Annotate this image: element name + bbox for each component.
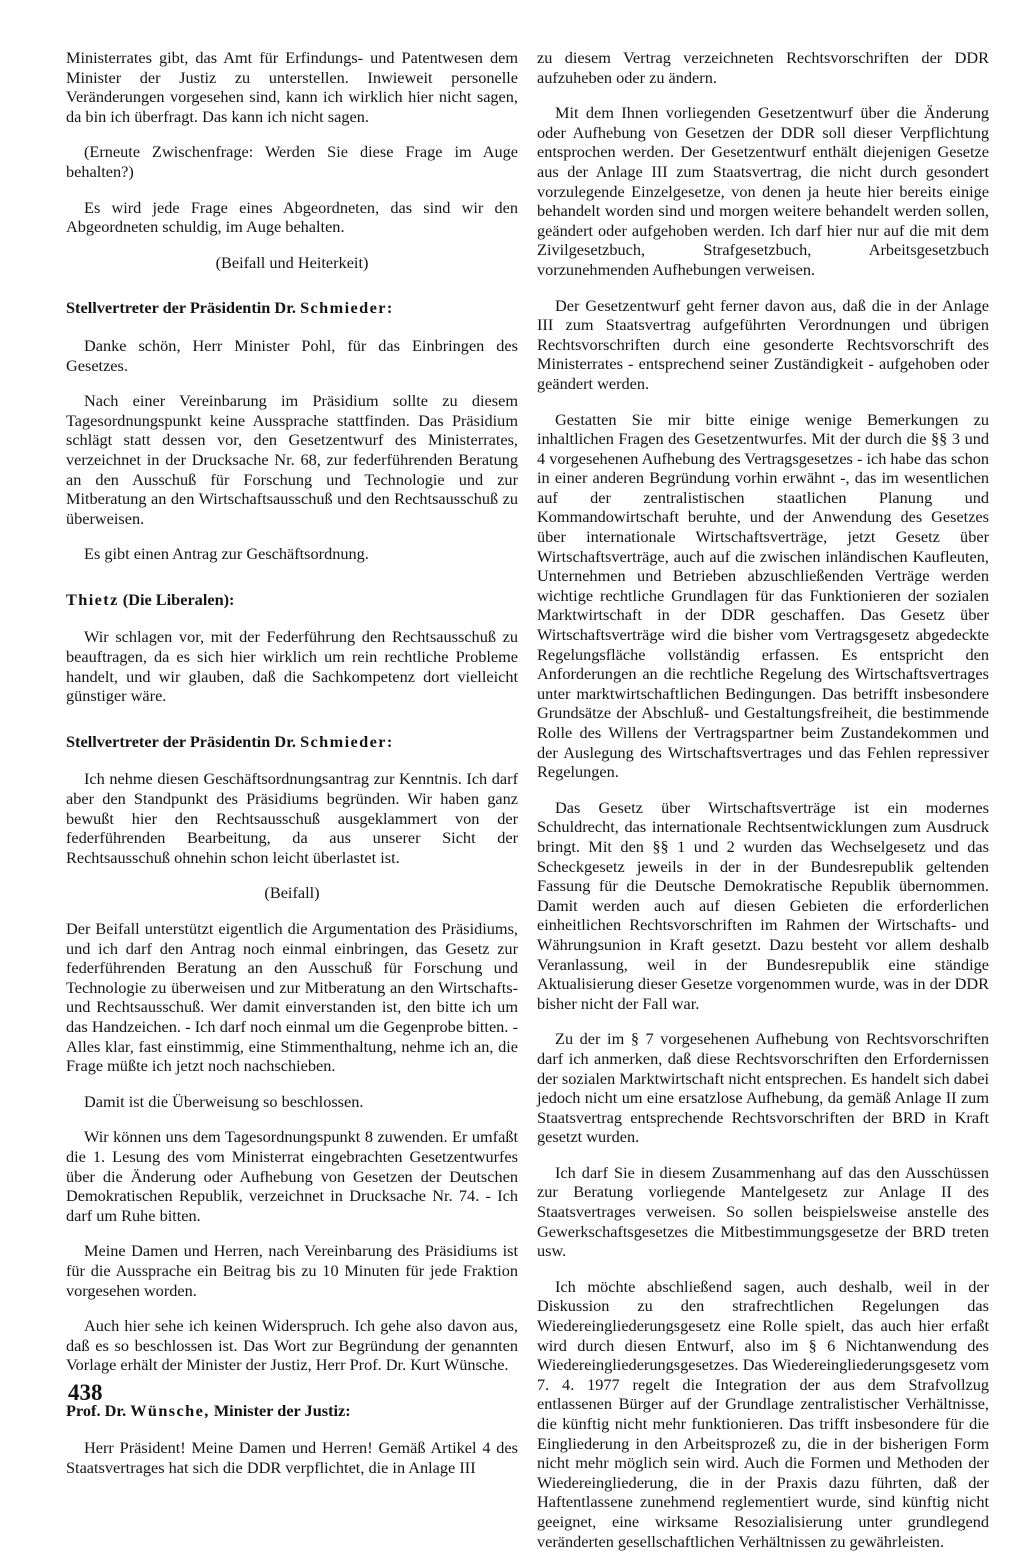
paragraph: Herr Präsident! Meine Damen und Herren! Gemäß Artikel 4 des Staatsvertrages hat sich die DDR verpflichtet, die in Anlage III <box>66 1438 518 1478</box>
speaker-title: Prof. Dr. <box>66 1400 127 1420</box>
stage-direction: (Beifall) <box>264 883 320 903</box>
speaker-name: Thietz <box>66 589 119 609</box>
paragraph: Ich nehme diesen Geschäftsordnungsantrag zur Kenntnis. Ich darf aber den Standpunkt des Präsidiums begründen. Wir haben ganz bewußt hier den Rechtsausschuß ausgeklammert von der federführenden Bearbeitung, da aus unserer Sicht der Rechtsausschuß ohnehin schon leicht überlastet ist. <box>66 769 518 867</box>
paragraph: Wir können uns dem Tagesordnungspunkt 8 zuwenden. Er umfaßt die 1. Lesung des vom Ministerrat eingebrachten Gesetzentwurfes über die Änderung oder Aufhebung von Gesetzen der Deutschen Demokratischen Republik, verzeichnet in Drucksache Nr. 74. - Ich darf um Ruhe bitten. <box>66 1127 518 1225</box>
speaker-name: Schmieder: <box>300 731 394 751</box>
paragraph: Damit ist die Überweisung so beschlossen. <box>84 1091 364 1111</box>
paragraph: Das Gesetz über Wirtschaftsverträge ist ein modernes Schuldrecht, das internationale Rechtsentwicklungen zum Ausdruck bringt. Mit den §§ 1 und 2 wurden das Wechselgesetz und das Scheckgesetz jeweils in der in der Bundesrepublik geltenden Fassung für die Deutsche Demokratische Republik übernommen. Damit werden auch auf diesen Gebieten die erforderlichen einheitlichen Rechtsvorschriften im Rahmen der Wirtschafts- und Währungsunion in Kraft gesetzt. Dazu besteht vor allem deshalb Veranlassung, weil in der Bundesrepublik eine ständige Aktualisierung dieser Gesetze vorgenommen wurde, was in der DDR bisher nicht der Fall war. <box>537 797 989 1013</box>
paragraph: Mit dem Ihnen vorliegenden Gesetzentwurf über die Änderung oder Aufhebung von Gesetzen der DDR soll dieser Verpflichtung entsprochen werden. Der Gesetzentwurf enthält diejenigen Gesetze aus der Anlage III zum Staatsvertrag, die nicht durch gesondert vorzulegende Einzelgesetze, von denen ja heute hier bereits einige behandelt worden sind und morgen weitere behandelt werden sollen, geändert oder aufgehoben werden. Ich darf hier nur auf die mit dem Zivilgesetzbuch, Strafgesetzbuch, Arbeitsgesetzbuch vorzunehmenden Aufhebungen verweisen. <box>537 103 989 279</box>
paragraph: Gestatten Sie mir bitte einige wenige Bemerkungen zu inhaltlichen Fragen des Gesetzentwurfes. Mit der durch die §§ 3 und 4 vorgesehenen Aufhebung des Vertragsgesetzes - ich habe das schon in einer anderen Begründung vorhin erwähnt -, das im wesentlichen auf der zentralistischen staatlichen Planung und Kommandowirtschaft beruhte, und der Anwendung des Gesetzes über internationale Wirtschaftsverträge, jetzt Gesetz über Wirtschaftsverträge, auch auf die zwischen inländischen Kaufleuten, Unternehmen und Betrieben abzuschließenden Verträge werden wichtige rechtliche Grundlagen für das Funktionieren der sozialen Marktwirtschaft in der DDR geschaffen. Das Gesetz über Wirtschaftsverträge wird die bisher vom Vertragsgesetz abgedeckte Regelungsfläche vollständig erfassen. Es entspricht den Anforderungen an die rechtliche Regelung des Wirtschaftsvertrages unter marktwirtschaftlichen Bedingungen. Das betrifft insbesondere Grundsätze der Abschluß- und Gestaltungsfreiheit, die bestimmende Rolle des Willens der Vertragspartner beim Zustandekommen und der Auslegung des Wirtschaftsvertrages und das Fehlen repressiver Regelungen. <box>537 409 989 782</box>
speaker-role: Minister der Justiz: <box>213 1400 351 1420</box>
right-column <box>537 48 989 1567</box>
paragraph: Ich möchte abschließend sagen, auch deshalb, weil in der Diskussion zu den strafrechtlichen Regelungen das Wiedereingliederungsgesetz eine Rolle spielt, das auch hier erfaßt wird durch diesen Entwurf, also im § 6 Nichtanwendung des Wiedereingliederungsgesetzes. Das Wiedereingliederungsgesetz vom 7. 4. 1977 regelt die Integration der aus dem Strafvollzug entlassenen Bürger auf der Grundlage zentralistischer Verhältnisse, die künftig nicht mehr funktionieren. Das trifft insbesondere für die Eingliederung in den Arbeitsprozeß zu, die in der bisherigen Form nicht mehr möglich sein wird. Auch die Formen und Methoden der Wiedereingliederung, die in der Praxis dazu führten, daß der Haftentlassene zunehmend reglementiert wurde, sind künftig nicht geeignet, eine wirksame Resozialisierung unter grundlegend veränderten gesellschaftlichen Verhältnissen zu gewährleisten. <box>537 1276 989 1551</box>
paragraph: Es gibt einen Antrag zur Geschäftsordnung. <box>84 544 369 564</box>
paragraph: Der Gesetzentwurf geht ferner davon aus, daß die in der Anlage III zum Staatsvertrag aufgeführten Verordnungen und übrigen Rechtsvorschriften durch eine gesonderte Rechtsvorschrift des Ministerrates - entsprechend seiner Zuständigkeit - aufgehoben oder geändert werden. <box>537 295 989 393</box>
speaker-name: Wünsche, <box>130 1400 210 1420</box>
speaker-heading <box>66 732 518 752</box>
paragraph: Ministerrates gibt, das Amt für Erfindungs- und Patentwesen dem Minister der Justiz zu unterstellen. Inwieweit personelle Veränderungen vorgesehen sind, kann ich wirklich hier nicht sagen, da bin ich überfragt. Das kann ich nicht sagen. <box>66 48 518 126</box>
paragraph: Es wird jede Frage eines Abgeordneten, das sind wir den Abgeordneten schuldig, im Auge behalten. <box>66 197 518 237</box>
stage-direction: (Beifall und Heiterkeit) <box>215 252 369 272</box>
paragraph: Danke schön, Herr Minister Pohl, für das Einbringen des Gesetzes. <box>66 335 518 375</box>
paragraph: Ich darf Sie in diesem Zusammenhang auf das den Ausschüssen zur Beratung vorliegende Mantelgesetz zur Anlage II des Staatsvertrages verweisen. So sollen beispielsweise anstelle des Gewerkschaftsgesetzes die Mitbestimmungsgesetze der BRD treten usw. <box>537 1162 989 1261</box>
paragraph: Auch hier sehe ich keinen Widerspruch. Ich gehe also davon aus, daß es so beschlossen ist. Das Wort zur Begründung der genannten Vorlage erhält der Minister der Justiz, Herr Prof. Dr. Kurt Wünsche. <box>66 1316 518 1375</box>
paragraph: (Erneute Zwischenfrage: Werden Sie diese Frage im Auge behalten?) <box>66 142 518 181</box>
paragraph: Nach einer Vereinbarung im Präsidium sollte zu diesem Tagesordnungspunkt keine Aussprache stattfinden. Das Präsidium schlägt statt dessen vor, den Gesetzentwurf des Ministerrates, verzeichnet in der Drucksache Nr. 68, zur federführenden Beratung an den Ausschuß für Forschung und Technologie und zur Mitberatung an den Wirtschaftsausschuß und den Rechtsausschuß zu überweisen. <box>66 391 518 528</box>
paragraph: Wir schlagen vor, mit der Federführung den Rechtsausschuß zu beauftragen, da es sich hier wirklich um rein rechtliche Probleme handelt, und wir glauben, daß die Sachkompetenz dort vielleicht günstiger wäre. <box>66 627 518 706</box>
speaker-heading <box>66 590 518 610</box>
speaker-party: (Die Liberalen): <box>122 589 235 609</box>
left-column <box>66 48 518 1494</box>
page-number: 438 <box>68 1380 103 1405</box>
speaker-heading <box>66 1401 518 1421</box>
speaker-heading <box>66 298 518 318</box>
paragraph: Der Beifall unterstützt eigentlich die Argumentation des Präsidiums, und ich darf den Antrag noch einmal einbringen, das Gesetz zur federführenden Beratung an den Ausschuß für Forschung und Technologie zu überweisen und zur Mitberatung an den Wirtschafts- und Rechtsausschuß. Wer damit einverstanden ist, den bitte ich um das Handzeichen. - Ich darf noch einmal um die Gegenprobe bitten. - Alles klar, fast einstimmig, eine Stimmenthaltung, nehme ich an, die Frage müßte ich jetzt noch nachschieben. <box>66 919 518 1076</box>
speaker-title: Stellvertreter der Präsidentin Dr. <box>66 731 296 751</box>
paragraph: zu diesem Vertrag verzeichneten Rechtsvorschriften der DDR aufzuheben oder zu ändern. <box>537 48 989 87</box>
paragraph: Meine Damen und Herren, nach Vereinbarung des Präsidiums ist für die Aussprache ein Beitrag bis zu 10 Minuten für jede Fraktion vorgesehen worden. <box>66 1241 518 1300</box>
speaker-name: Schmieder: <box>300 298 394 318</box>
paragraph: Zu der im § 7 vorgesehenen Aufhebung von Rechtsvorschriften darf ich anmerken, daß diese Rechtsvorschriften den Erfordernissen der sozialen Marktwirtschaft nicht entsprechen. Es handelt sich dabei jedoch nicht um eine ersatzlose Aufhebung, da gemäß Anlage II zum Staatsvertrag entsprechende Rechtsvorschriften der BRD in Kraft gesetzt wurden. <box>537 1029 989 1147</box>
speaker-title: Stellvertreter der Präsidentin Dr. <box>66 298 296 318</box>
